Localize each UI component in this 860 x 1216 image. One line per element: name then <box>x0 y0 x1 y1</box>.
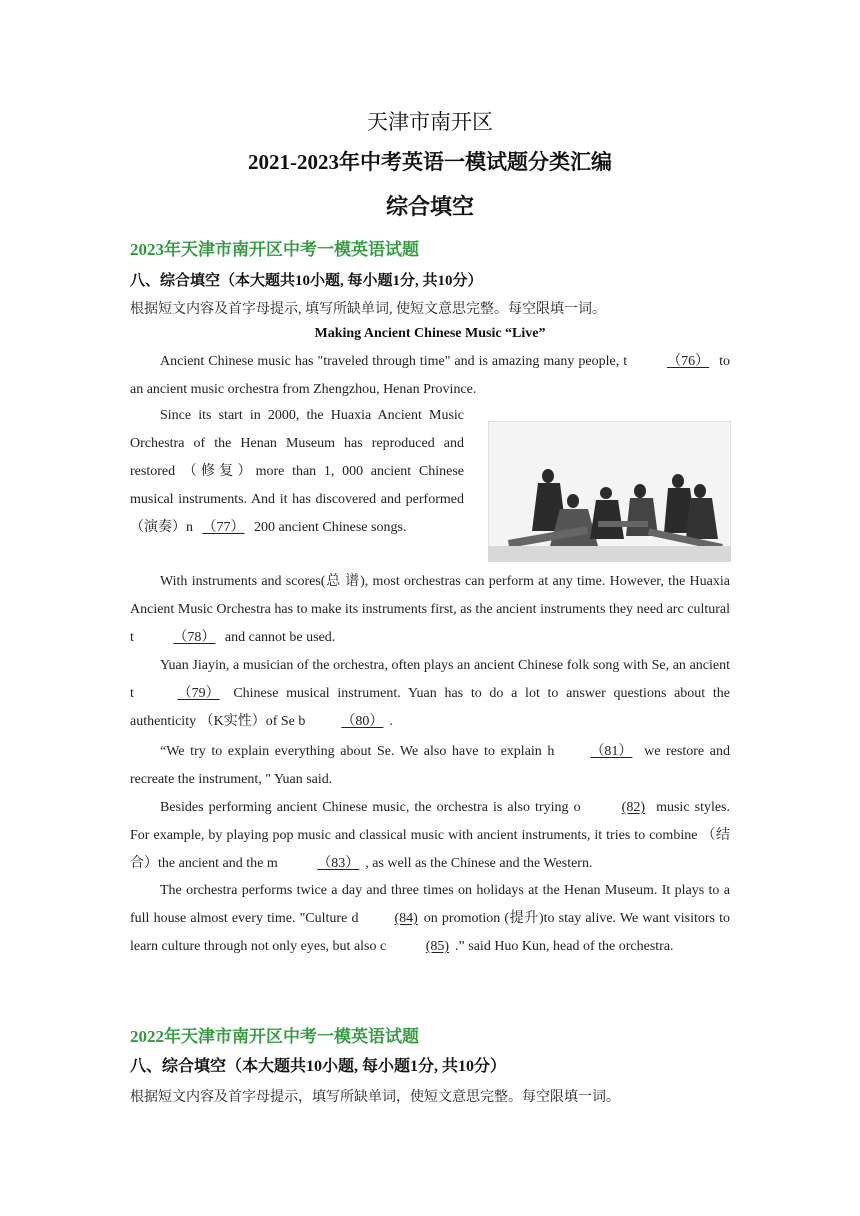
topic-title: 综合填空 <box>385 194 474 219</box>
paragraph-4: Yuan Jiayin, a musician of the orchestra, often plays an ancient Chinese folk song with Se, an ancient t （79） Chinese musical instrument. Yuan has to do a lot to answer questions about the authenticity （K实性）of Se b （80） . <box>130 652 730 736</box>
instruction: 根据短文内容及首字母提示, 填写所缺单词, 使短文意思完整。每空限填一词。 <box>130 302 606 317</box>
paragraph-7: The orchestra performs twice a day and three times on holidays at the Henan Museum. It plays to a full house almost every time. "Culture d (84) on promotion (提升)to stay alive. We want visitors to learn culture through not only eyes, but also c (85) .” said Huo Kun, head of the orchestra. <box>130 877 730 961</box>
blank-78[interactable]: （78） <box>173 630 216 645</box>
blank-79[interactable]: （79） <box>177 686 220 701</box>
exam-2022-heading: 2022年天津市南开区中考一模英语试题 <box>130 1027 419 1046</box>
blank-84[interactable]: (84) <box>394 911 418 926</box>
passage-title: Making Ancient Chinese Music “Live” <box>314 326 546 341</box>
section-heading-2022: 八、综合填空（本大题共10小题, 每小题1分, 共10分） <box>130 1058 507 1075</box>
collection-title: 2021-2023年中考英语一模试题分类汇编 <box>248 150 612 174</box>
paragraph-6: Besides performing ancient Chinese music, the orchestra is also trying o (82) music styles. For example, by playing pop music and classical music with ancient instruments, it tries to combine （结合）the ancient and the m （83） , as well as the Chinese and the Western. <box>130 794 730 878</box>
blank-81[interactable]: （81） <box>590 744 633 759</box>
instruction-2022: 根据短文内容及首字母提示，填写所缺单词，使短文意思完整。每空限填一词。 <box>130 1090 620 1105</box>
blank-83[interactable]: （83） <box>317 856 360 871</box>
blank-80[interactable]: （80） <box>341 714 384 729</box>
blank-82[interactable]: (82) <box>621 800 645 815</box>
exam-2023-heading: 2023年天津市南开区中考一模英语试题 <box>130 240 419 259</box>
paragraph-1: Ancient Chinese music has "traveled through time" and is amazing many people, t （76） to an ancient music orchestra from Zhengzhou, Henan Province. <box>130 348 730 404</box>
section-heading: 八、综合填空（本大题共10小题, 每小题1分, 共10分） <box>130 273 483 289</box>
paragraph-3: With instruments and scores(总 谱), most orchestras can perform at any time. However, the Huaxia Ancient Music Orchestra has to make its instruments first, as the ancient instruments they need arc cultural t （78） and cannot be used. <box>130 568 730 652</box>
blank-76[interactable]: （76） <box>667 354 710 369</box>
blank-77[interactable]: （77） <box>202 520 245 535</box>
paragraph-5: “We try to explain everything about Se. We also have to explain h （81） we restore and recreate the instrument, " Yuan said. <box>130 738 730 794</box>
orchestra-photo <box>488 421 731 562</box>
blank-85[interactable]: (85) <box>425 939 450 954</box>
paragraph-2: Since its start in 2000, the Huaxia Ancient Music Orchestra of the Henan Museum has reproduced and restored （修复）more than 1, 000 ancient Chinese musical instruments. And it has discovered and performed （演奏）n （77） 200 ancient Chinese songs. <box>130 402 464 542</box>
region-title: 天津市南开区 <box>367 110 493 134</box>
